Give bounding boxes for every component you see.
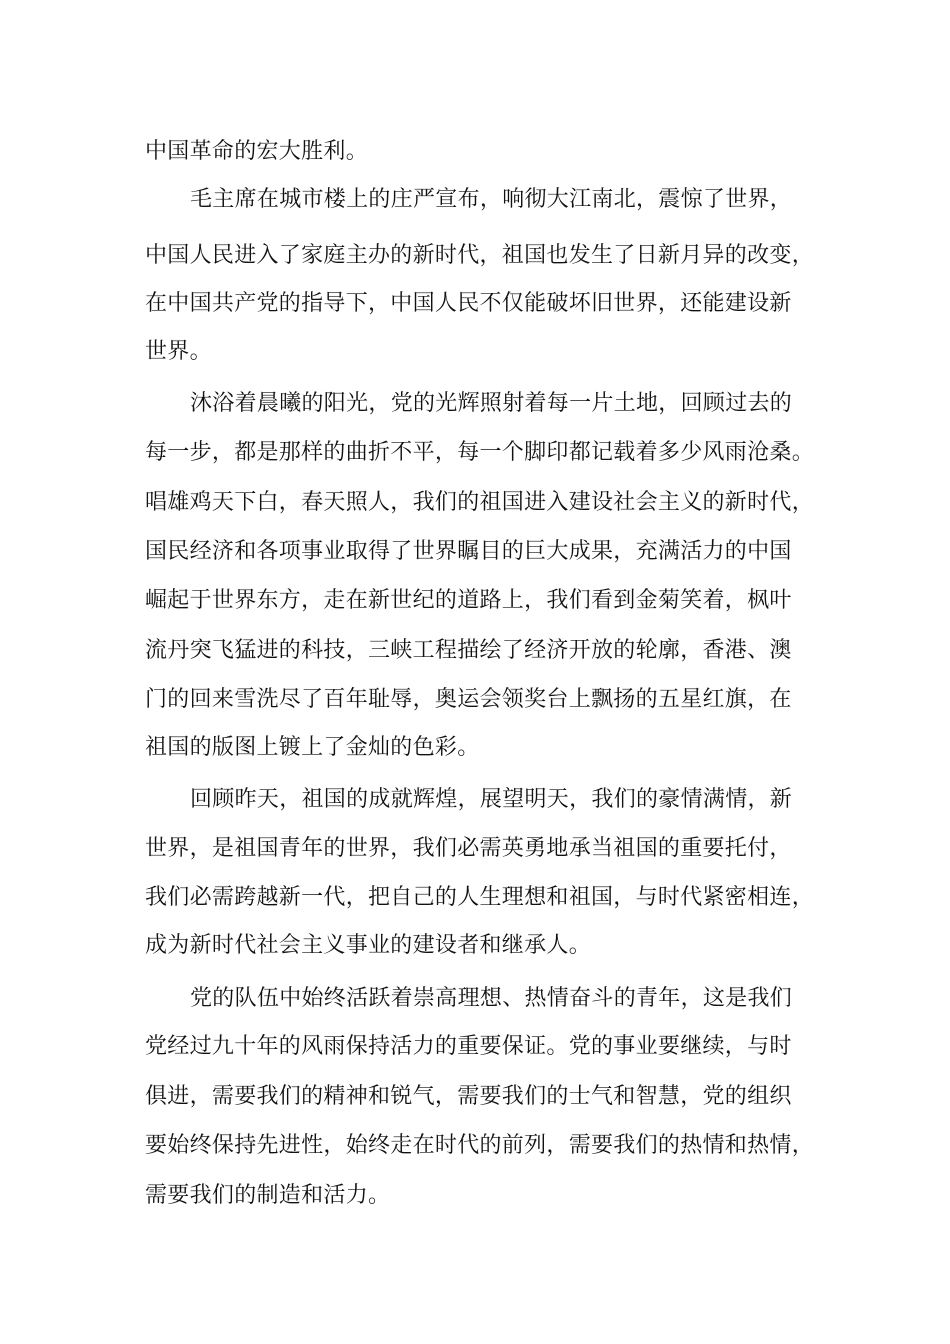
text-line: 要始终保持先进性，始终走在时代的前列，需要我们的热情和热情，: [145, 1133, 815, 1158]
text-line: 祖国的版图上镀上了金灿的色彩。: [145, 735, 480, 760]
text-line: 在中国共产党的指导下，中国人民不仅能破坏旧世界，还能建设新: [145, 291, 792, 316]
text-line: 每一步，都是那样的曲折不平，每一个脚印都记载着多少风雨沧桑。: [145, 440, 815, 465]
text-line: 中国人民进入了家庭主办的新时代，祖国也发生了日新月异的改变，: [145, 243, 815, 268]
text-line: 门的回来雪洗尽了百年耻辱，奥运会领奖台上飘扬的五星红旗，在: [145, 687, 792, 712]
text-line: 中国革命的宏大胜利。: [145, 139, 369, 164]
text-line: 国民经济和各项事业取得了世界瞩目的巨大成果，充满活力的中国: [145, 539, 792, 564]
text-line: 回顾昨天，祖国的成就辉煌，展望明天，我们的豪情满情，新: [190, 787, 793, 812]
text-line: 世界。: [145, 339, 212, 364]
text-line: 唱雄鸡天下白，春天照人，我们的祖国进入建设社会主义的新时代，: [145, 490, 815, 515]
text-line: 党的队伍中始终活跃着崇高理想、热情奋斗的青年，这是我们: [190, 986, 793, 1011]
text-line: 我们必需跨越新一代，把自己的人生理想和祖国，与时代紧密相连，: [145, 885, 815, 910]
text-line: 沐浴着晨曦的阳光，党的光辉照射着每一片土地，回顾过去的: [190, 391, 793, 416]
text-line: 毛主席在城市楼上的庄严宣布，响彻大江南北，震惊了世界，: [190, 187, 793, 212]
text-line: 世界，是祖国青年的世界，我们必需英勇地承当祖国的重要托付，: [145, 836, 792, 861]
text-line: 流丹突飞猛进的科技，三峡工程描绘了经济开放的轮廓，香港、澳: [145, 638, 792, 663]
text-line: 需要我们的制造和活力。: [145, 1183, 391, 1208]
text-line: 党经过九十年的风雨保持活力的重要保证。党的事业要继续，与时: [145, 1034, 792, 1059]
text-line: 俱进，需要我们的精神和锐气，需要我们的士气和智慧，党的组织: [145, 1084, 792, 1109]
text-line: 崛起于世界东方，走在新世纪的道路上，我们看到金菊笑着，枫叶: [145, 588, 792, 613]
text-line: 成为新时代社会主义事业的建设者和继承人。: [145, 933, 592, 958]
